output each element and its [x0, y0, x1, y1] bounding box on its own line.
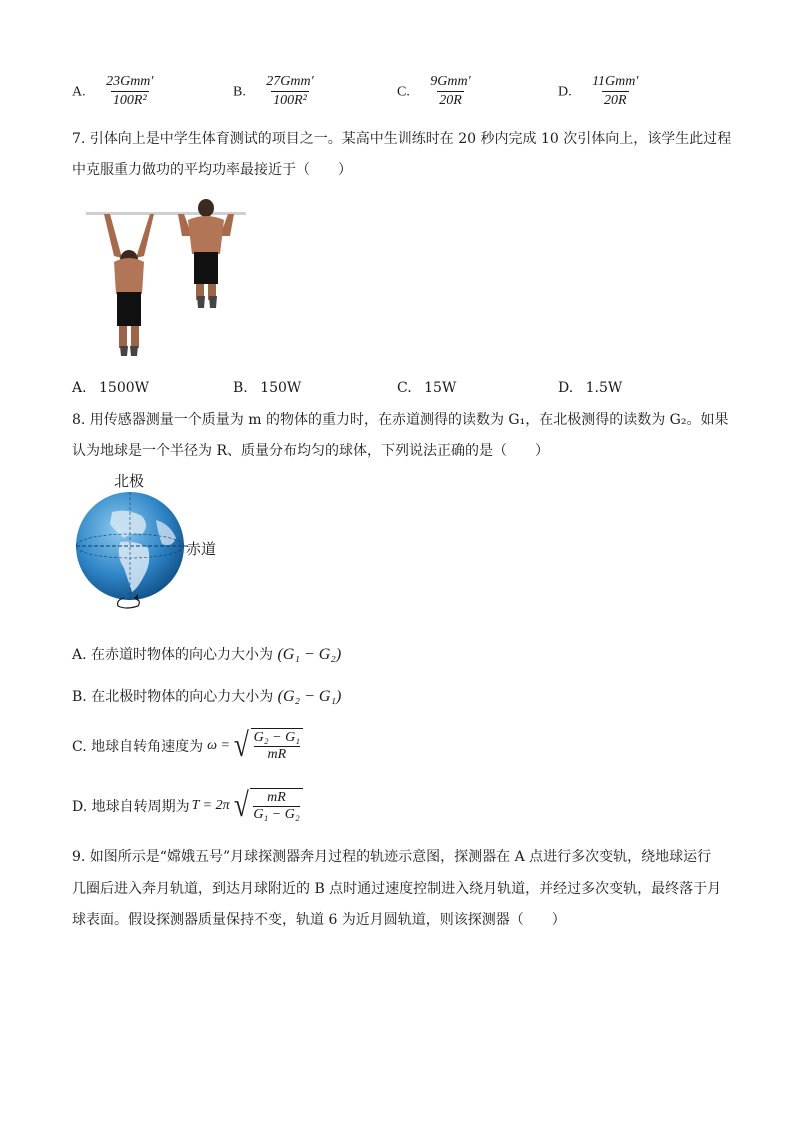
- q6-option-b: [233, 74, 316, 109]
- athlete-hanging: [104, 214, 154, 356]
- q8-option-d: [72, 788, 303, 823]
- q7-option-c: [397, 380, 456, 396]
- sqrt-numerator: G₂ − G₁: [253, 730, 301, 745]
- option-text: B. 在北极时物体的向心力大小为: [72, 689, 274, 705]
- athlete-pulled-up: [178, 199, 234, 308]
- globe-label-equator: 赤道: [186, 540, 217, 558]
- q8-option-a: [72, 644, 341, 664]
- q7-option-d: [558, 380, 622, 396]
- q6-option-c: [397, 74, 473, 109]
- q6-option-d: [558, 74, 640, 109]
- q7-line-2: 中克服重力做功的平均功率最接近于（ ）: [72, 162, 352, 178]
- option-lhs: T = 2π: [191, 797, 230, 813]
- q9-line-2: 几圈后进入奔月轨道，到达月球附近的 B 点时通过速度控制进入绕月轨道，并经过多次变轨，最终落于月: [72, 881, 722, 897]
- fraction-denominator: 20R: [439, 93, 462, 108]
- fraction-numerator: 11Gmm′: [592, 74, 639, 89]
- option-letter: D.: [558, 84, 572, 100]
- option-text: 15W: [424, 380, 457, 396]
- option-text: 1500W: [99, 380, 150, 396]
- option-text: 1.5W: [585, 380, 623, 396]
- option-text: C. 地球自转角速度为: [72, 738, 204, 755]
- option-lhs: ω =: [207, 737, 230, 753]
- sqrt-numerator: mR: [267, 790, 286, 805]
- option-fraction: [104, 74, 155, 109]
- q8-line-1: 8. 用传感器测量一个质量为 m 的物体的重力时，在赤道测得的读数为 G₁，在北极测得的读数为 G₂。如果: [72, 412, 729, 428]
- option-letter: A.: [72, 84, 86, 100]
- option-text: 150W: [260, 380, 302, 396]
- sqrt-denominator: mR: [254, 746, 300, 763]
- option-letter: D.: [558, 380, 574, 396]
- globe-label-north: 北极: [114, 472, 145, 490]
- option-letter: B.: [233, 84, 246, 100]
- q9-line-3: 球表面。假设探测器质量保持不变，轨道 6 为近月圆轨道，则该探测器（ ）: [72, 912, 566, 928]
- fraction-numerator: 27Gmm′: [266, 74, 314, 89]
- globe-illustration: [72, 490, 192, 610]
- q6-option-a: [72, 74, 155, 109]
- q9-line-1: 9. 如图所示是“嫦娥五号”月球探测器奔月过程的轨迹示意图，探测器在 A 点进行多次变轨，绕地球运行: [72, 849, 712, 865]
- q7-option-b: [233, 380, 301, 396]
- q7-line-1: 7. 引体向上是中学生体育测试的项目之一。某高中生训练时在 20 秒内完成 10 次引体向上，该学生此过程: [72, 131, 732, 147]
- fraction-denominator: 100R²: [273, 93, 307, 108]
- fraction-numerator: 23Gmm′: [106, 74, 154, 89]
- option-text: D. 地球自转周期为: [72, 798, 190, 815]
- option-expression: (G₁ − G₂): [277, 646, 342, 663]
- option-expression: (G₂ − G₁): [277, 688, 342, 705]
- q8-option-b: [72, 686, 341, 706]
- option-text: A. 在赤道时物体的向心力大小为: [72, 647, 274, 663]
- sqrt-expression: [232, 728, 303, 763]
- option-letter: C.: [397, 380, 412, 396]
- fraction-denominator: 100R²: [112, 93, 147, 108]
- q7-option-a: [72, 380, 149, 396]
- q8-option-c: [72, 728, 303, 763]
- sqrt-expression: [232, 788, 303, 823]
- option-letter: A.: [72, 380, 87, 396]
- sqrt-icon: √: [233, 726, 249, 764]
- option-letter: B.: [233, 380, 248, 396]
- sqrt-icon: √: [233, 786, 249, 824]
- pull-up-illustration: [84, 196, 250, 366]
- option-fraction: [264, 74, 315, 109]
- q8-line-2: 认为地球是一个半径为 R、质量分布均匀的球体，下列说法正确的是（ ）: [72, 443, 549, 459]
- option-fraction: [590, 74, 640, 109]
- option-fraction: [428, 74, 472, 109]
- fraction-denominator: 20R: [603, 93, 627, 108]
- sqrt-denominator: G₁ − G₂: [253, 807, 300, 822]
- fraction-numerator: 9Gmm′: [430, 74, 471, 89]
- option-letter: C.: [397, 84, 410, 100]
